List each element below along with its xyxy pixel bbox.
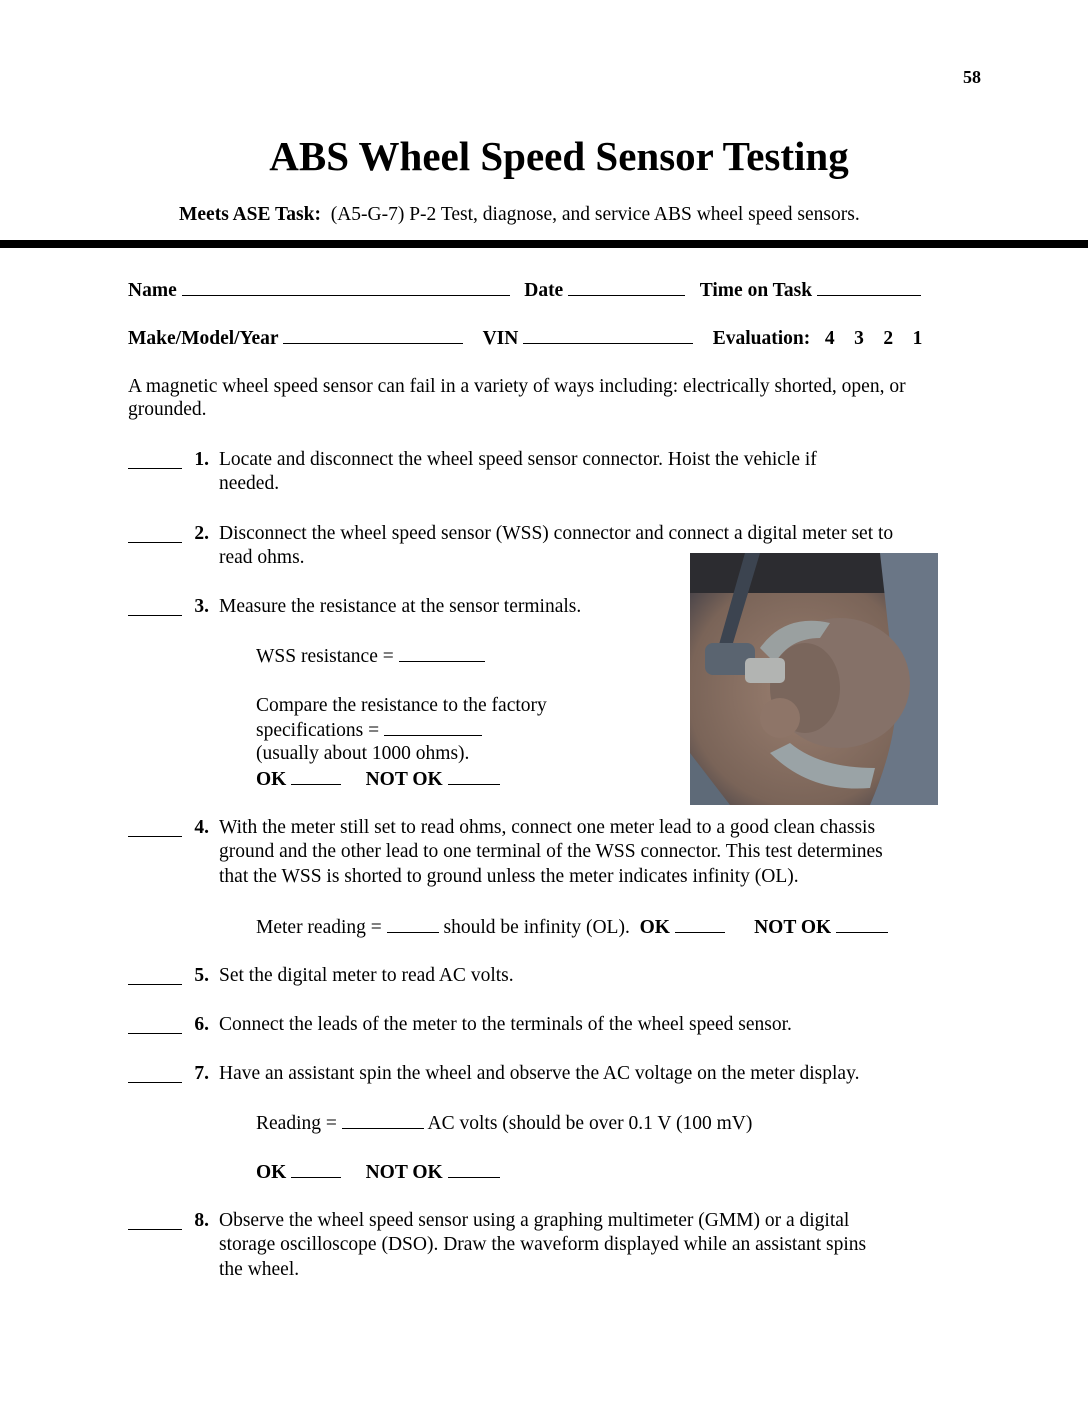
- usually-text: (usually about 1000 ohms).: [256, 743, 470, 764]
- name-label: Name: [128, 280, 177, 301]
- step-check-field[interactable]: [128, 1015, 182, 1034]
- step-check-field[interactable]: [128, 597, 182, 616]
- not-ok-label: NOT OK: [754, 917, 832, 938]
- step-check-field[interactable]: [128, 1211, 182, 1230]
- step-number: 2.: [194, 523, 209, 544]
- page-title: ABS Wheel Speed Sensor Testing: [269, 133, 849, 179]
- ok-label: OK: [256, 769, 287, 790]
- make-model-year-field[interactable]: [283, 327, 463, 344]
- date-field[interactable]: [568, 279, 685, 296]
- ok-row: [256, 768, 500, 791]
- meter-reading-row: [256, 916, 888, 939]
- step-text: Disconnect the wheel speed sensor (WSS) connector and connect a digital meter set to: [219, 523, 894, 544]
- step-check-field[interactable]: [128, 450, 182, 469]
- score-2[interactable]: 2: [883, 328, 894, 349]
- meter-reading-note: should be infinity (OL).: [443, 917, 630, 938]
- step-text: ground and the other lead to one terminal of the WSS connector. This test determines: [219, 841, 883, 862]
- wss-resistance-row: [256, 645, 485, 668]
- step-text: that the WSS is shorted to ground unless the meter indicates infinity (OL).: [219, 866, 799, 887]
- step-text: storage oscilloscope (DSO). Draw the waveform displayed while an assistant spins: [219, 1234, 867, 1255]
- vin-label: VIN: [482, 328, 519, 349]
- spec-field[interactable]: [384, 719, 482, 736]
- name-field[interactable]: [182, 279, 510, 296]
- intro-line: A magnetic wheel speed sensor can fail in a variety of ways including: electrically shorted, open, or: [128, 376, 906, 397]
- step-number: 3.: [194, 596, 209, 617]
- step-text: Have an assistant spin the wheel and observe the AC voltage on the meter display.: [219, 1063, 860, 1084]
- step-check-field[interactable]: [128, 524, 182, 543]
- evaluation-label: Evaluation:: [712, 328, 811, 349]
- step-text: read ohms.: [219, 547, 305, 568]
- step-text: the wheel.: [219, 1259, 300, 1280]
- ac-reading-note: AC volts (should be over 0.1 V (100 mV): [427, 1113, 753, 1134]
- vin-field[interactable]: [523, 327, 693, 344]
- name-row: [128, 279, 921, 302]
- ase-task: [179, 204, 860, 226]
- page-number: 58: [963, 67, 981, 87]
- ok-row: [256, 1161, 500, 1184]
- date-label: Date: [524, 280, 564, 301]
- header-divider: [0, 240, 1088, 248]
- wss-resistance-field[interactable]: [399, 645, 485, 662]
- meter-reading-label: Meter reading =: [256, 917, 382, 938]
- ok-field[interactable]: [675, 916, 725, 933]
- step-number: 7.: [194, 1063, 209, 1084]
- meter-reading-field[interactable]: [387, 916, 439, 933]
- ase-task-text: (A5-G-7) P-2 Test, diagnose, and service ABS wheel speed sensors.: [330, 204, 860, 225]
- not-ok-field[interactable]: [448, 1161, 500, 1178]
- not-ok-label: NOT OK: [365, 769, 443, 790]
- step-number: 1.: [194, 449, 209, 470]
- spec-label: specifications =: [256, 720, 380, 741]
- score-3[interactable]: 3: [854, 328, 864, 349]
- step-text: With the meter still set to read ohms, connect one meter lead to a good clean chassis: [219, 817, 876, 838]
- ok-label: OK: [256, 1162, 287, 1183]
- ase-task-label: Meets ASE Task:: [179, 204, 321, 225]
- step-check-field[interactable]: [128, 966, 182, 985]
- step-text: Set the digital meter to read AC volts.: [219, 965, 514, 986]
- score-4[interactable]: 4: [824, 328, 835, 349]
- step-check-field[interactable]: [128, 1064, 182, 1083]
- wheel-speed-sensor-photo: [690, 553, 938, 805]
- step-text: Connect the leads of the meter to the terminals of the wheel speed sensor.: [219, 1014, 792, 1035]
- intro-line: grounded.: [128, 399, 207, 420]
- score-1[interactable]: 1: [912, 328, 923, 349]
- ok-field[interactable]: [291, 768, 341, 785]
- step-check-field[interactable]: [128, 818, 182, 837]
- step-text: needed.: [219, 473, 280, 494]
- wss-resistance-label: WSS resistance =: [256, 646, 394, 667]
- make-model-year-label: Make/Model/Year: [128, 328, 279, 349]
- time-on-task-field[interactable]: [817, 279, 921, 296]
- not-ok-label: NOT OK: [365, 1162, 443, 1183]
- ac-reading-label: Reading =: [256, 1113, 337, 1134]
- step-number: 4.: [194, 817, 209, 838]
- time-on-task-label: Time on Task: [699, 280, 813, 301]
- ok-label: OK: [639, 917, 670, 938]
- ac-reading-row: [256, 1112, 752, 1135]
- compare-text: Compare the resistance to the factory: [256, 695, 547, 716]
- ok-field[interactable]: [291, 1161, 341, 1178]
- step-text: Locate and disconnect the wheel speed sensor connector. Hoist the vehicle if: [219, 449, 817, 470]
- spec-row: [256, 719, 482, 742]
- step-number: 6.: [194, 1014, 209, 1035]
- step-number: 5.: [194, 965, 209, 986]
- step-number: 8.: [194, 1210, 209, 1231]
- vehicle-row: [128, 327, 922, 350]
- ac-reading-field[interactable]: [342, 1112, 424, 1129]
- not-ok-field[interactable]: [448, 768, 500, 785]
- not-ok-field[interactable]: [836, 916, 888, 933]
- step-text: Observe the wheel speed sensor using a graphing multimeter (GMM) or a digital: [219, 1210, 850, 1231]
- step-text: Measure the resistance at the sensor terminals.: [219, 596, 582, 617]
